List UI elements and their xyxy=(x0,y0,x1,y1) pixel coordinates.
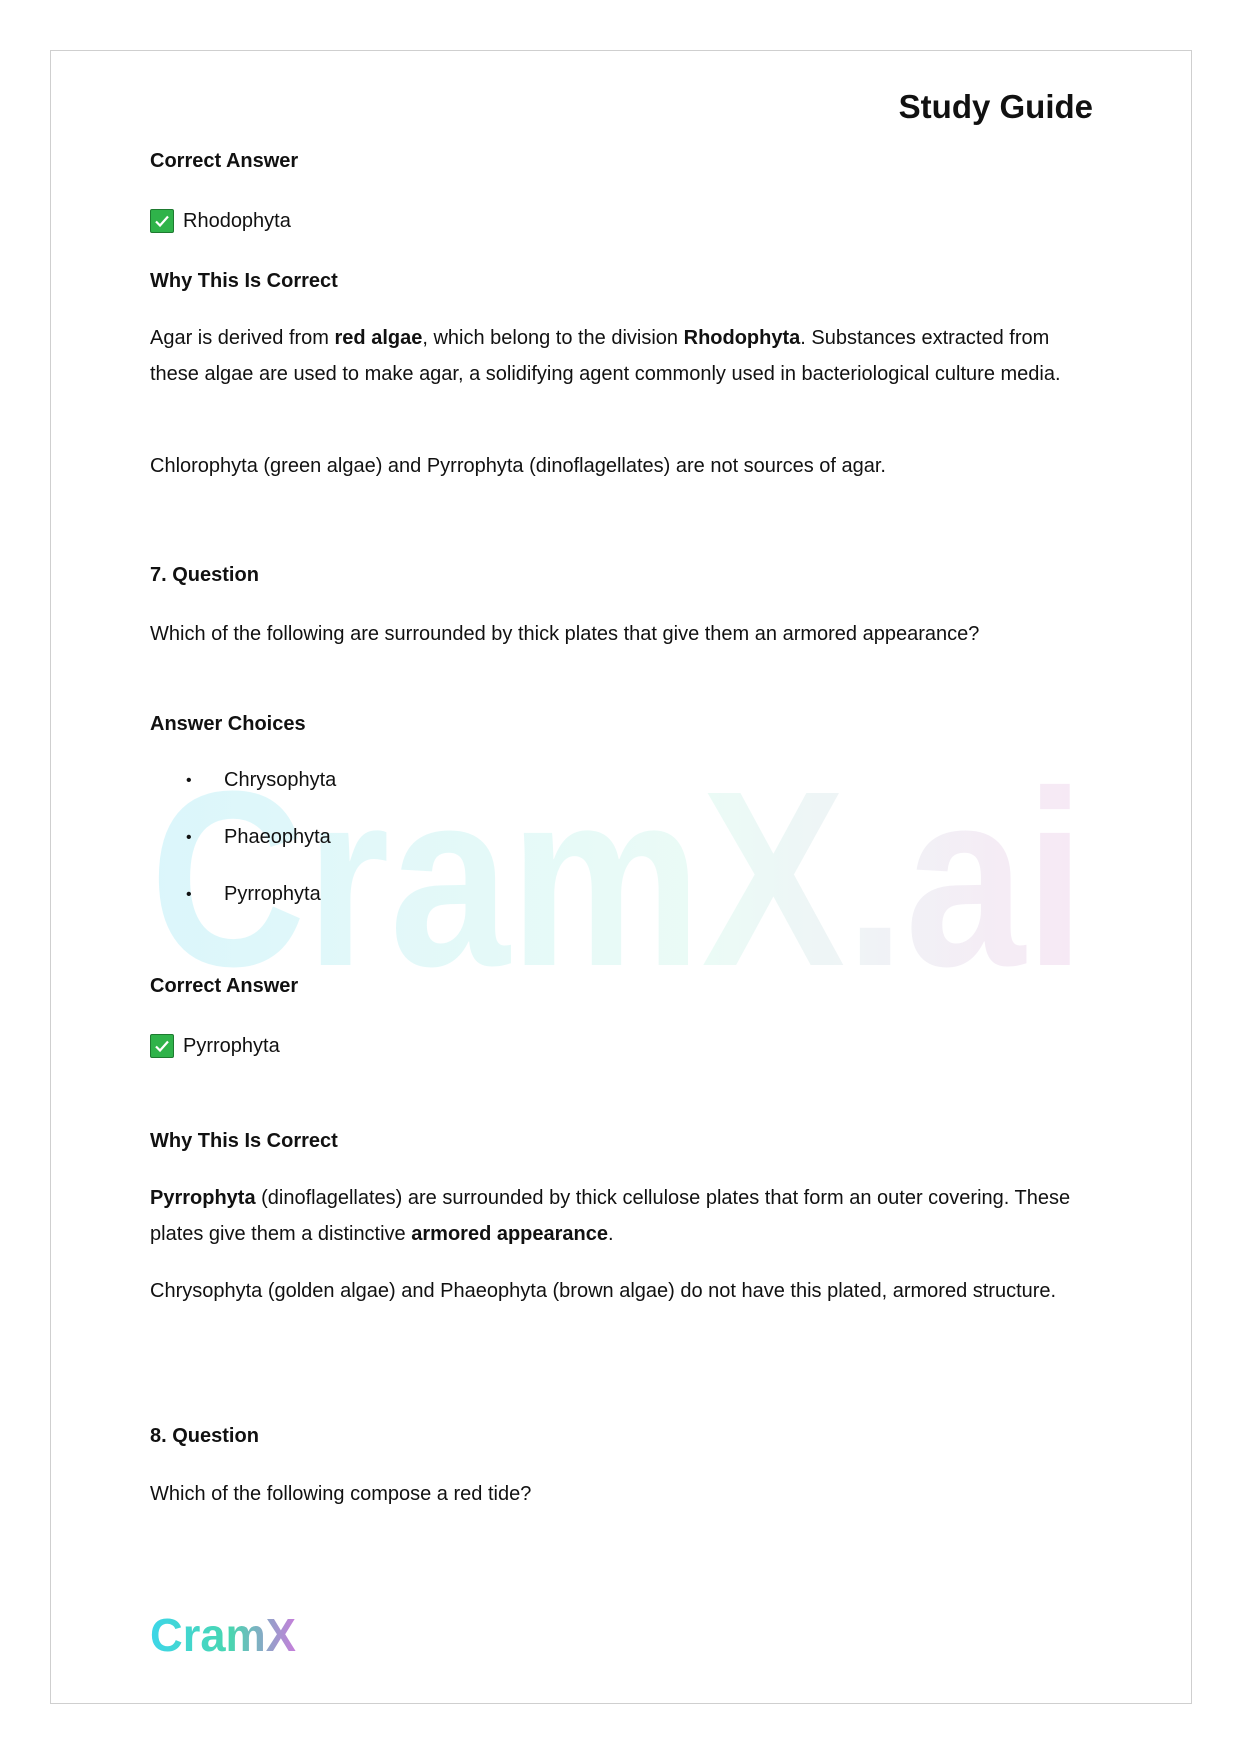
question-heading: 8. Question xyxy=(150,1425,259,1447)
answer-choices-heading: Answer Choices xyxy=(150,713,306,735)
why-correct-heading: Why This Is Correct xyxy=(150,1130,338,1152)
page-border xyxy=(50,50,1192,1704)
text-run: (dinoflagellates) are surrounded by thick cellulose plates that form an outer covering. These plates give them a distinctive xyxy=(150,1187,1071,1245)
correct-answer-heading: Correct Answer xyxy=(150,150,299,172)
check-box-icon xyxy=(150,1034,174,1058)
text-run: . Substances extracted from these algae are used to make agar, a solidifying agent commonly used in bacteriological culture media. xyxy=(150,327,1061,385)
correct-answer-text: Rhodophyta xyxy=(183,209,291,232)
logo-text: CramX xyxy=(150,1610,297,1660)
correct-answer xyxy=(150,1032,280,1060)
text-run: Agar is derived from xyxy=(150,327,335,349)
bullet-icon: • xyxy=(186,885,192,903)
text-run: , which belong to the division xyxy=(422,327,684,349)
watermark-text: CramX.ai xyxy=(150,755,1085,995)
bold-term: Pyrrophyta xyxy=(150,1187,256,1209)
explanation-paragraph xyxy=(150,1180,1090,1252)
question-heading: 7. Question xyxy=(150,564,259,586)
bullet-icon: • xyxy=(186,771,192,789)
choice-label: Chrysophyta xyxy=(224,769,337,791)
correct-answer-text: Pyrrophyta xyxy=(183,1034,280,1057)
choice-label: Phaeophyta xyxy=(224,826,331,848)
choice-label: Pyrrophyta xyxy=(224,883,321,905)
explanation-paragraph-2: Chlorophyta (green algae) and Pyrrophyta (dinoflagellates) are not sources of agar. xyxy=(150,455,886,477)
correct-answer xyxy=(150,207,291,235)
correct-answer-heading: Correct Answer xyxy=(150,975,299,997)
answer-choice xyxy=(186,883,321,906)
why-correct-heading: Why This Is Correct xyxy=(150,270,338,292)
bold-term: red algae xyxy=(334,327,423,349)
question-text: Which of the following are surrounded by thick plates that give them an armored appearance? xyxy=(150,623,980,645)
question-text: Which of the following compose a red tide? xyxy=(150,1483,532,1505)
page-title: Study Guide xyxy=(898,88,1093,125)
bold-term: armored appearance xyxy=(411,1223,609,1245)
explanation-paragraph-2: Chrysophyta (golden algae) and Phaeophyta (brown algae) do not have this plated, armored structure. xyxy=(150,1280,1057,1302)
check-box-icon xyxy=(150,209,174,233)
explanation-paragraph xyxy=(150,320,1090,392)
bold-term: Rhodophyta xyxy=(683,327,801,349)
answer-choice xyxy=(186,769,336,792)
bullet-icon: • xyxy=(186,828,192,846)
text-run: . xyxy=(608,1223,614,1245)
answer-choice xyxy=(186,826,331,849)
cramx-logo xyxy=(150,1610,300,1660)
